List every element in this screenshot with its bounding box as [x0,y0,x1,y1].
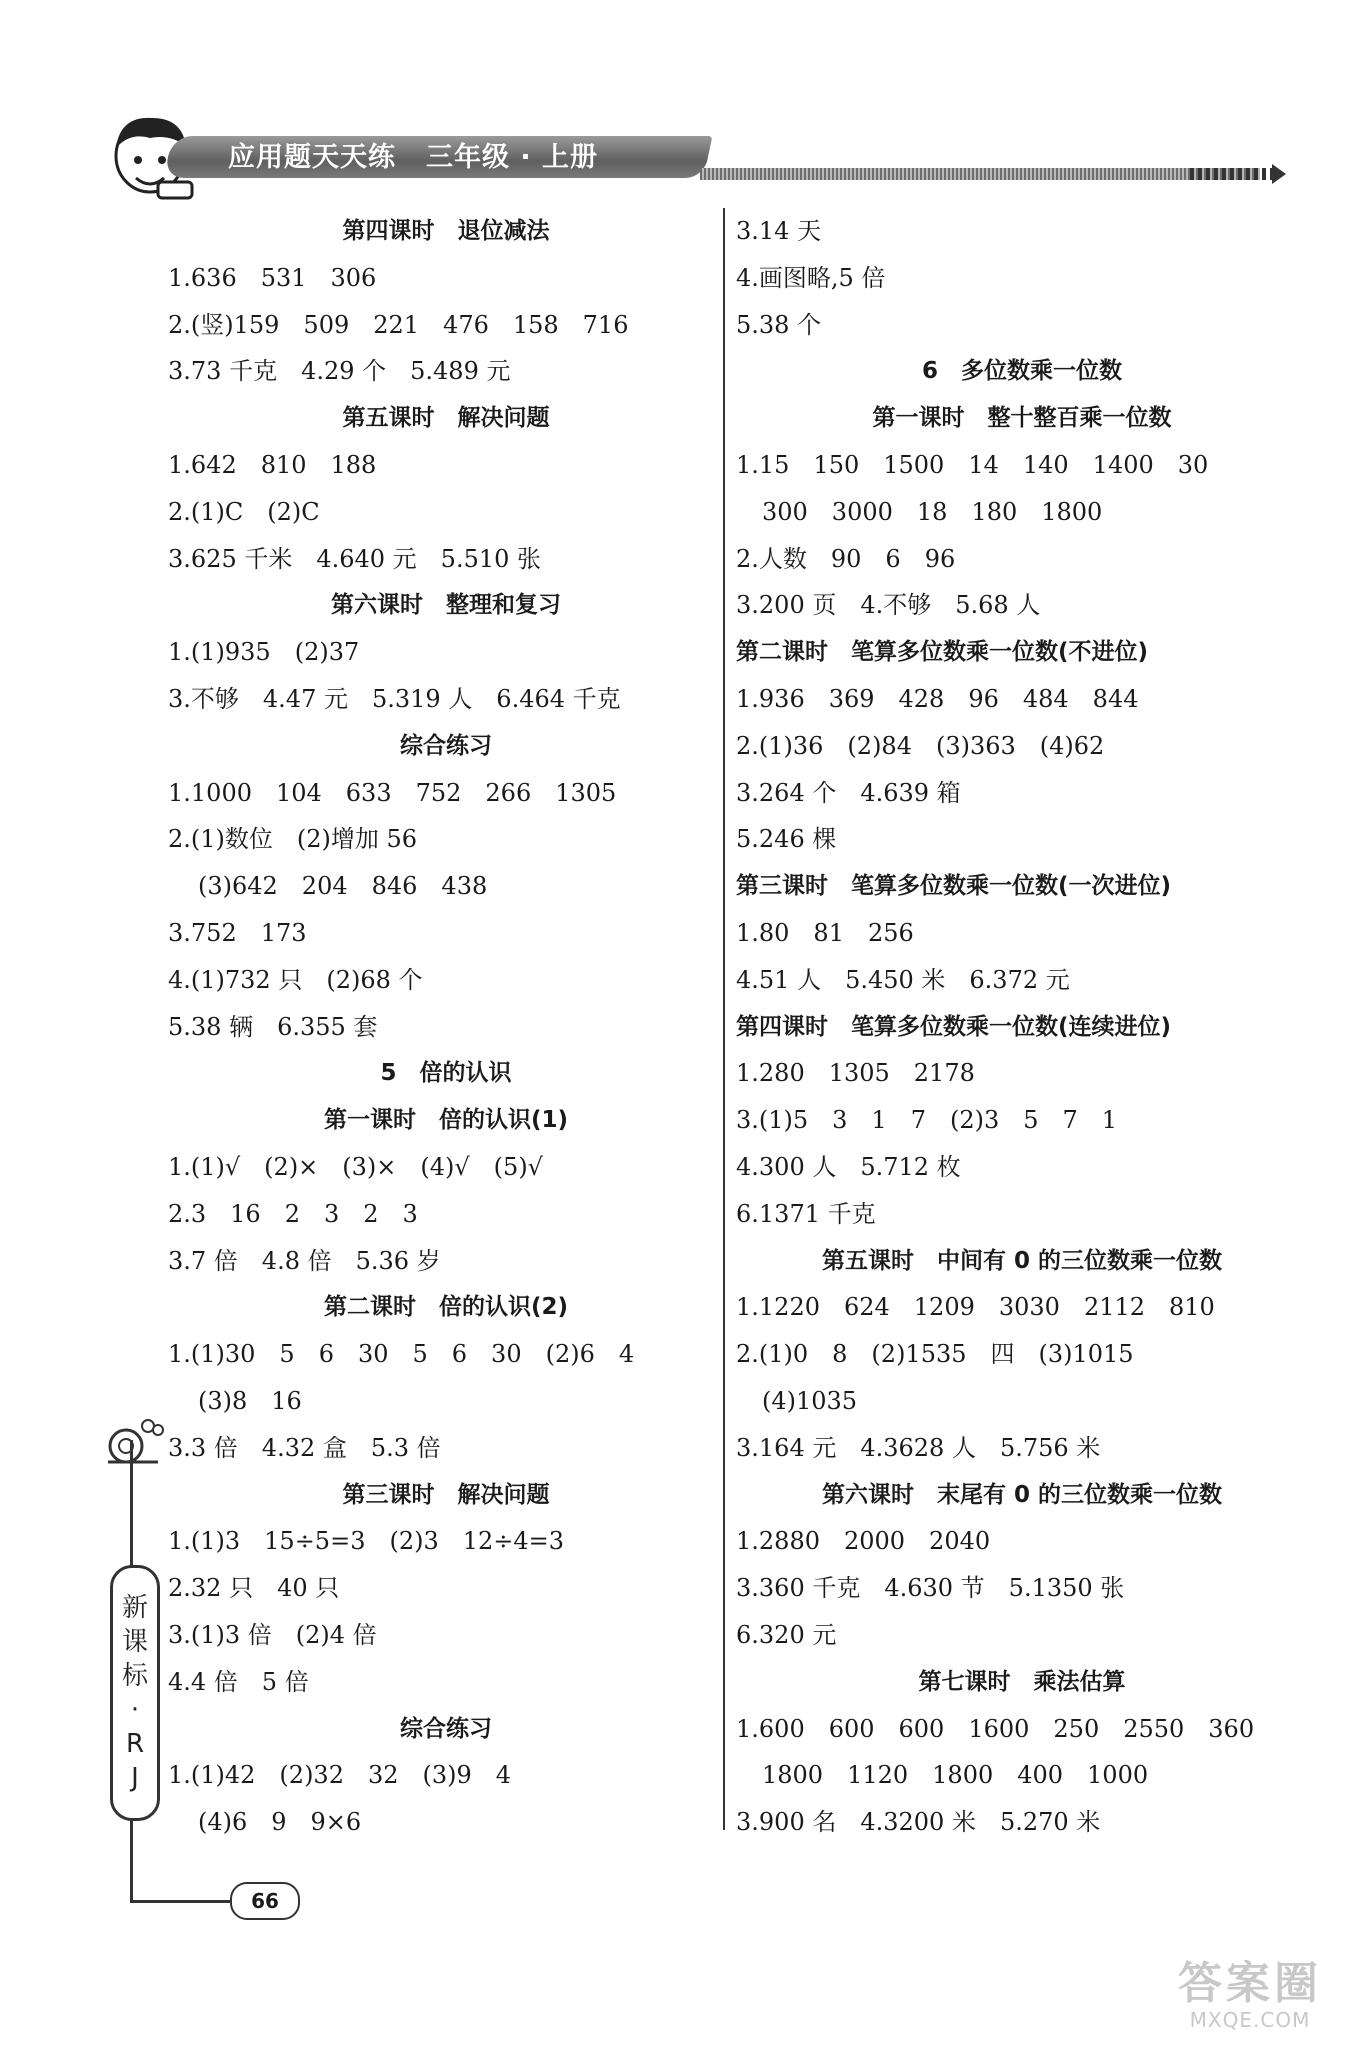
section-heading: 第五课时 解决问题 [342,405,550,432]
answer-line: 3.264 个 4.639 箱 [736,778,961,807]
answer-line: 1.(1)30 5 6 30 5 6 30 (2)6 4 [168,1340,635,1369]
snail-icon [98,1412,168,1472]
watermark [1150,1960,1350,2040]
answer-line: 1.(1)42 (2)32 32 (3)9 4 [168,1761,512,1790]
badge-char: 新 [121,1593,148,1623]
answer-line: 1800 1120 1800 400 1000 [762,1761,1149,1790]
section-heading: 综合练习 [400,1715,492,1742]
answer-line: 1.936 369 428 96 484 844 [736,684,1139,713]
answer-line: 3.360 千克 4.630 节 5.1350 张 [736,1574,1125,1603]
left-column [168,208,724,1846]
title-banner-text [228,138,598,178]
answer-line: 2.(1)36 (2)84 (3)363 (4)62 [736,731,1105,760]
answer-line: 2.3 16 2 3 2 3 [168,1199,418,1228]
answer-line: 1.1000 104 633 752 266 1305 [168,778,617,807]
section-heading: 第六课时 整理和复习 [331,592,561,619]
column-divider [723,208,725,1830]
section-heading: 第二课时 笔算多位数乘一位数(不进位) [736,639,1149,666]
answer-line: 3.不够 4.47 元 5.319 人 6.464 千克 [168,684,621,713]
answer-line: 1.642 810 188 [168,450,377,479]
badge-char: R [125,1729,145,1759]
answer-line: 3.(1)3 倍 (2)4 倍 [168,1620,377,1649]
badge-char: 课 [121,1627,148,1657]
section-heading: 6 多位数乘一位数 [921,358,1122,385]
answer-line: 1.1220 624 1209 3030 2112 810 [736,1293,1215,1322]
answer-line: 5.38 辆 6.355 套 [168,1012,378,1041]
answer-line: (4)1035 [762,1386,858,1415]
section-heading: 第三课时 笔算多位数乘一位数(一次进位) [736,873,1172,900]
section-heading: 第七课时 乘法估算 [918,1668,1126,1695]
answer-line: 2.(1)0 8 (2)1535 四 (3)1015 [736,1340,1134,1369]
answer-line: 1.2880 2000 2040 [736,1527,991,1556]
answer-line: 1.280 1305 2178 [736,1059,975,1088]
answer-line: 5.246 棵 [736,825,837,854]
badge-char: 标 [121,1661,148,1691]
answer-line: 3.3 倍 4.32 盒 5.3 倍 [168,1433,441,1462]
badge-char: J [131,1763,139,1793]
answer-line: 5.38 个 [736,310,822,339]
section-heading: 第四课时 笔算多位数乘一位数(连续进位) [736,1013,1172,1040]
answer-line: 2.32 只 40 只 [168,1574,340,1603]
answer-line: 1.636 531 306 [168,263,377,292]
section-heading: 5 倍的认识 [380,1060,512,1087]
section-heading: 第四课时 退位减法 [342,218,550,244]
section-heading: 第二课时 倍的认识(2) [323,1294,569,1321]
answer-line: (3)8 16 [198,1386,302,1415]
right-column [736,208,1308,1846]
answer-line: 2.人数 90 6 96 [736,544,956,573]
section-heading: 第五课时 中间有 0 的三位数乘一位数 [821,1247,1223,1274]
answer-line: 4.51 人 5.450 米 6.372 元 [736,965,1070,994]
answer-line: 2.(竖)159 509 221 476 158 716 [168,310,629,339]
answer-line: 4.画图略,5 倍 [736,263,886,292]
answer-line: 3.7 倍 4.8 倍 5.36 岁 [168,1246,441,1275]
answer-line: (3)642 204 846 438 [198,872,488,901]
answer-line: 300 3000 18 180 1800 [762,497,1103,526]
answer-line: 3.73 千克 4.29 个 5.489 元 [168,357,511,386]
answer-line: 6.320 元 [736,1620,837,1649]
answer-line: 3.164 元 4.3628 人 5.756 米 [736,1433,1101,1462]
answer-line: (4)6 9 9×6 [198,1808,362,1837]
badge-char: · [130,1695,140,1725]
answer-line: 1.80 81 256 [736,918,914,947]
section-heading: 第一课时 整十整百乘一位数 [872,405,1172,432]
curriculum-badge [110,1565,160,1821]
section-heading: 第六课时 末尾有 0 的三位数乘一位数 [821,1481,1223,1508]
watermark-logo: 答案圈 [1178,1958,1322,2009]
answer-line: 3.14 天 [736,217,822,245]
answer-line: 3.752 173 [168,918,307,947]
answer-line: 3.(1)5 3 1 7 (2)3 5 7 1 [736,1106,1118,1135]
answer-line: 1.600 600 600 1600 250 2550 360 [736,1714,1255,1743]
grade-label: 三年级 · 上册 [426,142,599,173]
answer-line: 4.4 倍 5 倍 [168,1667,309,1696]
answer-line: 3.900 名 4.3200 米 5.270 米 [736,1808,1101,1837]
answer-line: 4.(1)732 只 (2)68 个 [168,965,423,994]
answer-line: 3.200 页 4.不够 5.68 人 [736,591,1041,620]
answer-line: 1.15 150 1500 14 140 1400 30 [736,450,1209,479]
answer-line: 4.300 人 5.712 枚 [736,1152,961,1181]
section-heading: 第一课时 倍的认识(1) [323,1107,569,1134]
header-rule-tail [1190,168,1272,180]
header-rule [700,168,1260,180]
answer-line: 1.(1)935 (2)37 [168,638,360,667]
section-heading: 综合练习 [400,732,492,759]
answer-line: 1.(1)√ (2)× (3)× (4)√ (5)√ [168,1152,543,1181]
answer-line: 2.(1)C (2)C [168,497,320,526]
page-header [0,0,1366,200]
section-heading: 第三课时 解决问题 [342,1481,550,1508]
book-title: 应用题天天练 [228,142,396,173]
page-number: 66 [230,1882,300,1920]
answer-line: 6.1371 千克 [736,1199,876,1228]
arrow-right-icon [1272,164,1286,184]
answer-line: 3.625 千米 4.640 元 5.510 张 [168,544,542,573]
watermark-url: MXQE.COM [1189,2008,1311,2032]
answer-line: 2.(1)数位 (2)增加 56 [168,825,418,854]
answer-line: 1.(1)3 15÷5=3 (2)3 12÷4=3 [168,1527,565,1556]
